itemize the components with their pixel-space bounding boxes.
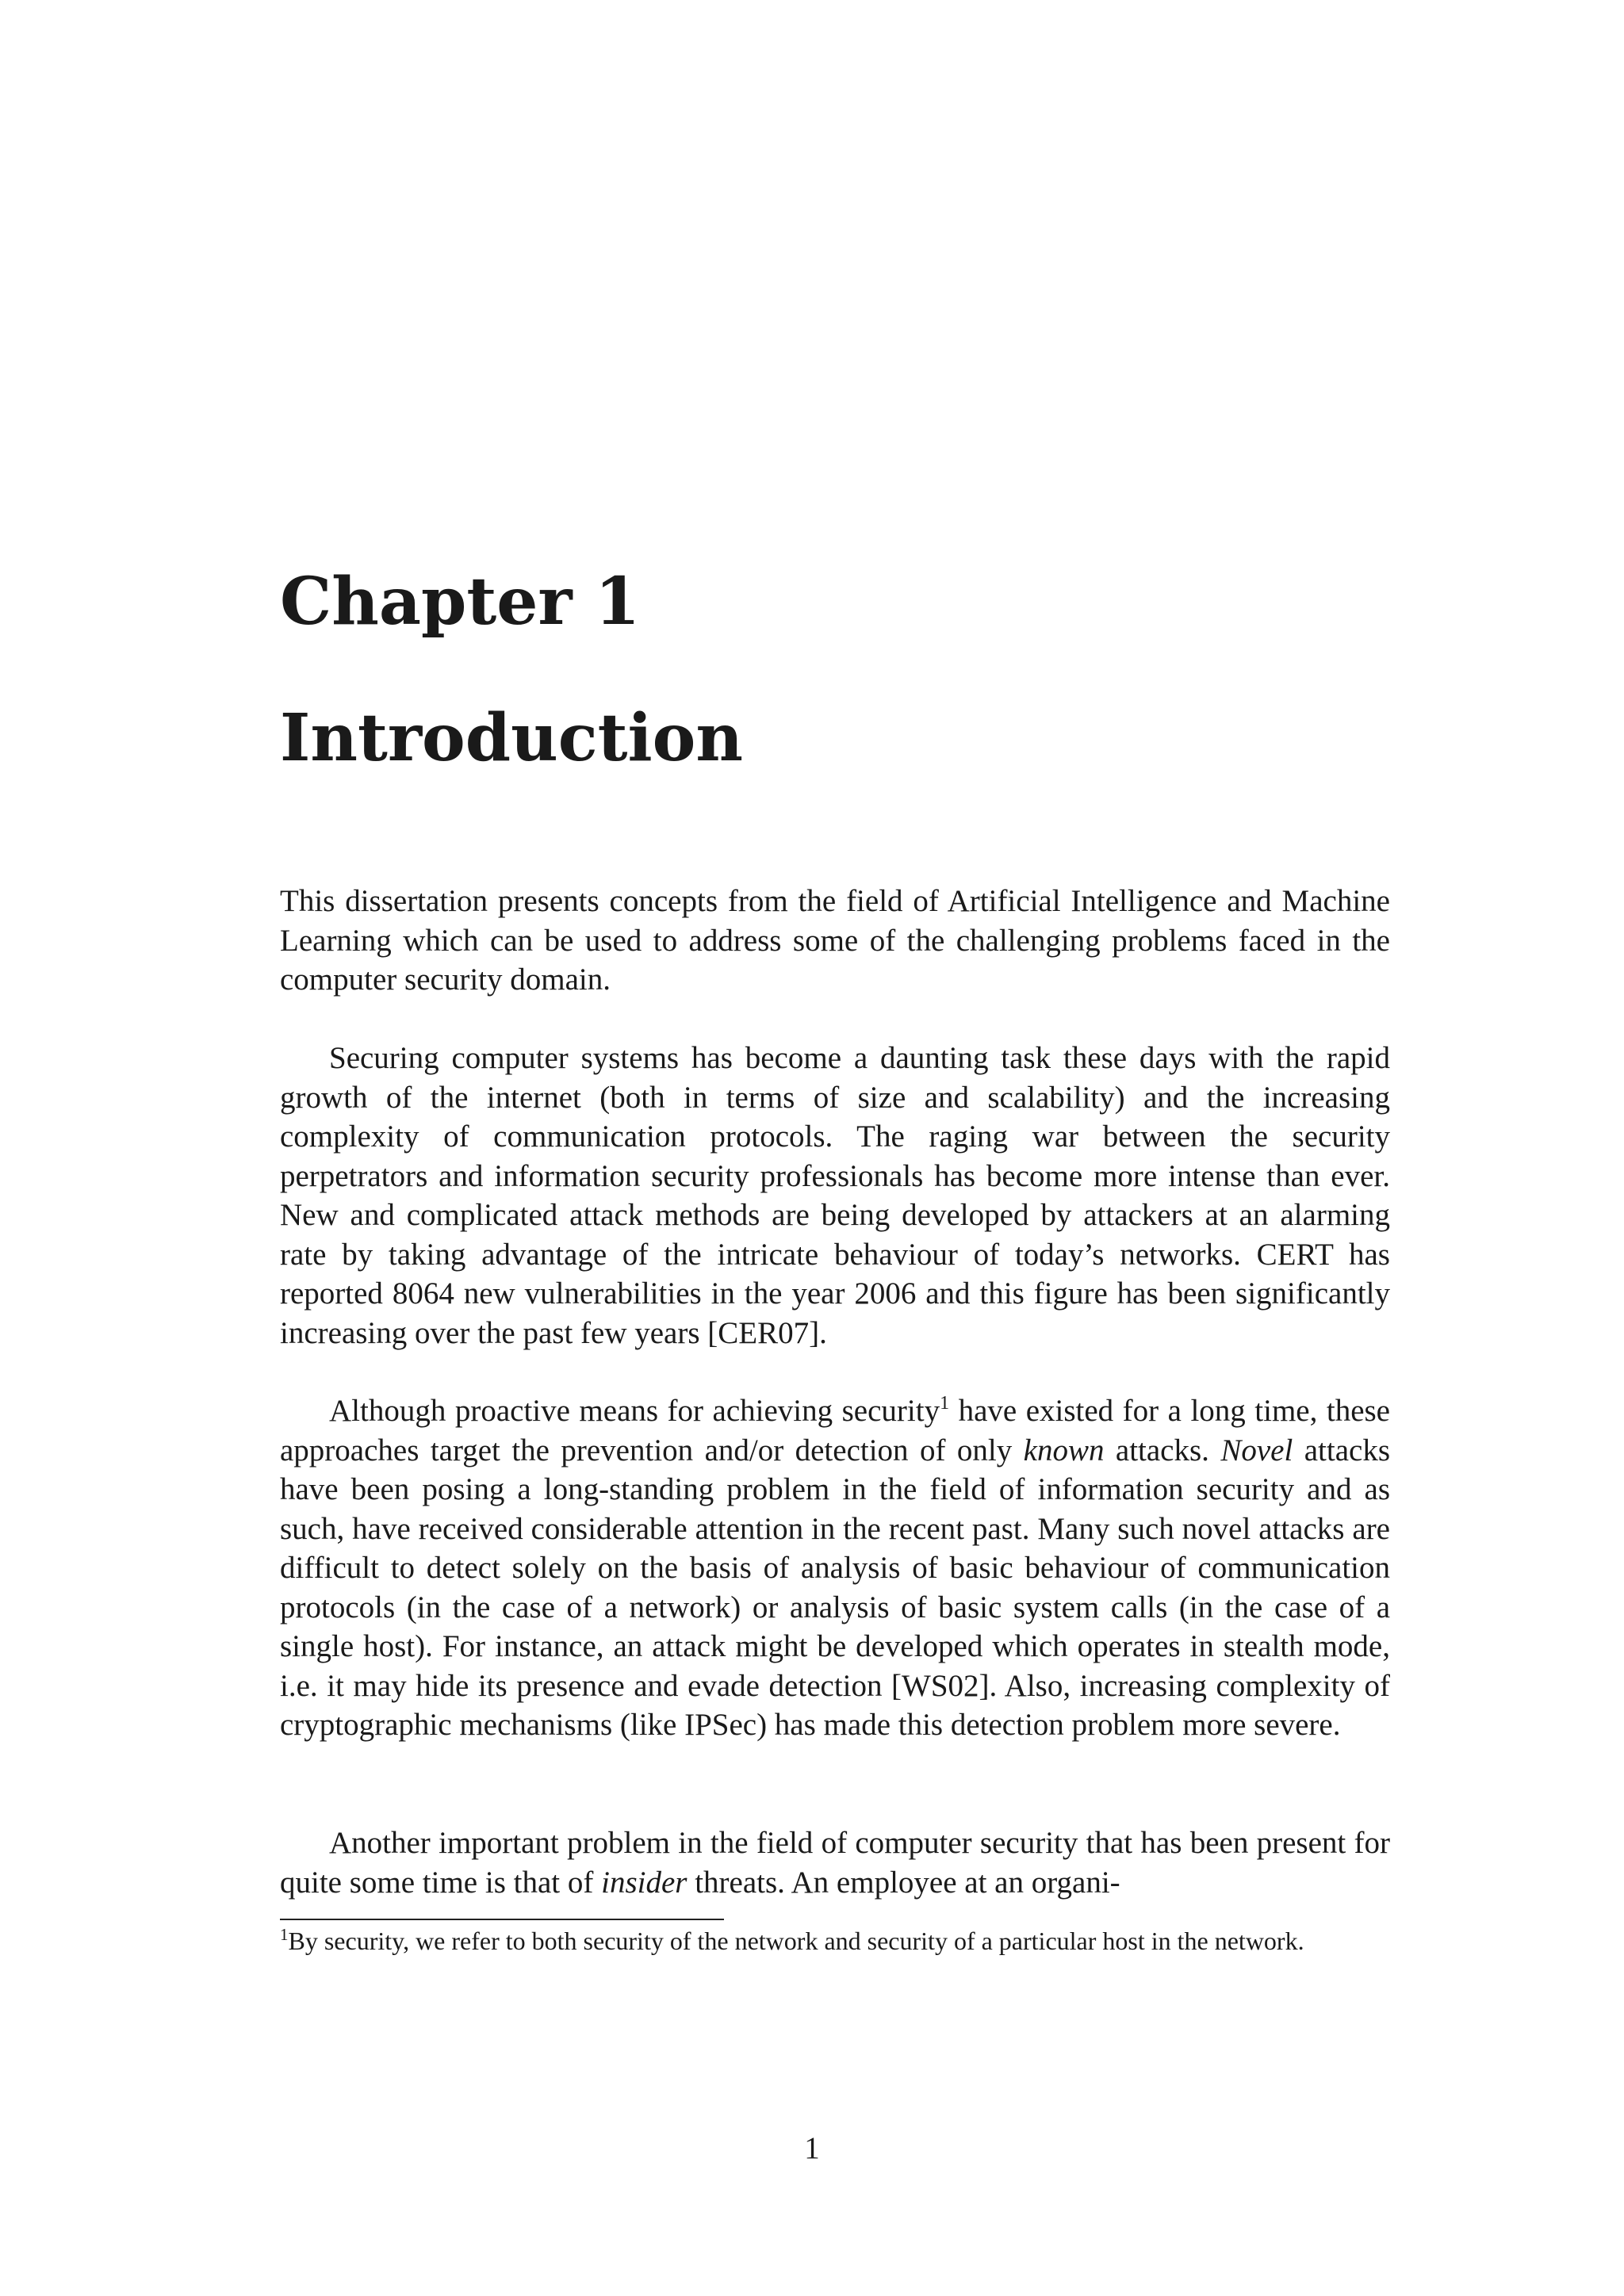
- paragraph-4-text-a: Another important problem in the field of computer security that has been present for quite some time is that of: [280, 1826, 1390, 1900]
- paragraph-3-text-d: attacks have been posing a long-standing problem in the field of information security and as such, have received considerable attention in the recent past. Many such novel attacks are difficult to detect solely on the basis of analysis of basic behaviour of communication protocols (in the case of a network) or analysis of basic system calls (in the case of a single host). For instance, an attack might be developed which operates in stealth mode, i.e. it may hide its presence and evade detection [WS02]. Also, increasing complexity of cryptographic mechanisms (like IPSec) has made this detection problem more severe.: [280, 1433, 1391, 1742]
- paragraph-1: This dissertation presents concepts from the field of Artificial Intelligence and Machine Learning which can be used to address some of the challenging problems faced in the computer security domain.: [280, 884, 1390, 997]
- emphasis-insider: insider: [601, 1865, 688, 1900]
- chapter-title: Introduction: [280, 700, 743, 776]
- page-number: 1: [804, 2131, 820, 2165]
- footnote-mark: 1: [280, 1925, 289, 1944]
- footnote: [280, 1925, 1390, 1957]
- paragraph-3-text-a: Although proactive means for achieving security: [329, 1394, 940, 1428]
- footnote-divider: [280, 1919, 724, 1920]
- emphasis-novel: Novel: [1220, 1433, 1293, 1468]
- paragraph-2: Securing computer systems has become a daunting task these days with the rapid growth of the internet (both in terms of size and scalability) and the increasing complexity of communication protocols. The raging war between the security perpetrators and information security professionals has become more intense than ever. New and complicated attack methods are being developed by attackers at an alarming rate by taking advantage of the intricate behaviour of today’s networks. CERT has reported 8064 new vulnerabilities in the year 2006 and this figure has been significantly increasing over the past few years [CER07].: [280, 1041, 1390, 1350]
- paragraph-4-text-b: threats. An employee at an organi-: [687, 1865, 1120, 1900]
- chapter-label: Chapter 1: [280, 564, 641, 640]
- footnote-reference[interactable]: 1: [940, 1393, 950, 1414]
- footnote-text: By security, we refer to both security of the network and security of a particular host in the network.: [288, 1927, 1304, 1955]
- paragraph-3-text-c: attacks.: [1104, 1433, 1221, 1468]
- paragraph-4: [280, 1823, 1390, 1902]
- paragraph-3: [280, 1391, 1390, 1745]
- paragraph-3-text-b: have existed for a long time, these approaches target the prevention and/or detection of only: [280, 1394, 1390, 1468]
- emphasis-known: known: [1023, 1433, 1105, 1468]
